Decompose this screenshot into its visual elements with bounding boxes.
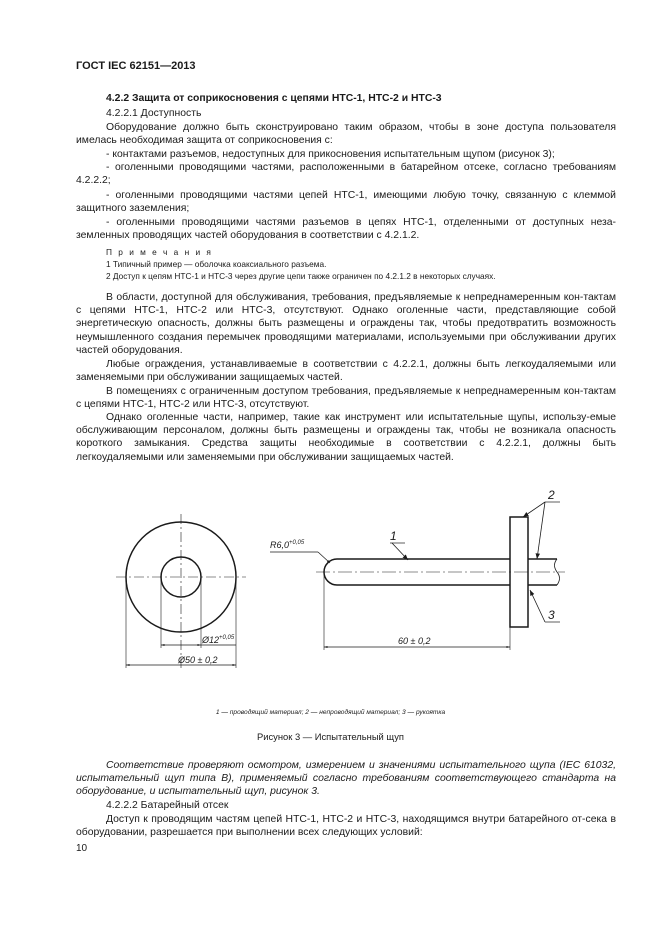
figure-caption: Рисунок 3 — Испытательный щуп [257, 731, 404, 742]
compliance-paragraph: Соответствие проверяют осмотром, измерением и значениями испытательного щупа (IEC 61032, испытательный щуп типа B), применяемый согласно требованиям соответствующего стандарта на оборудование, и испытательный щуп, рисунок 3. [76, 760, 616, 798]
paragraph-7: Доступ к проводящим частям цепей НТС-1, НТС-2 и НТС-3, находящимся внутри батарейного от-сека в оборудовании, разрешается при выполнении всех следующих условий: [76, 814, 616, 839]
bullet-3: - оголенными проводящими частями цепей НТС-1, имеющими любую точку, связанную с клеммой защитного заземления; [76, 190, 616, 215]
callout-3-leader [530, 590, 545, 622]
bullet-1: - контактами разъемов, недоступных для прикосновения испытательным щупом (рисунок 3); [106, 149, 555, 160]
side-view [270, 502, 565, 650]
figure-legend: 1 — проводящий материал; 2 — непроводящий материал; 3 — рукоятка [215, 709, 446, 716]
note-2: 2 Доступ к цепям НТС-1 и НТС-3 через другие цепи также ограничен по 4.2.1.2 в некоторых случаях. [106, 271, 496, 281]
test-probe-figure [60, 480, 620, 705]
callout-1-leader [392, 543, 408, 560]
section-4-2-2-title: 4.2.2 Защита от соприкосновения с цепями НТС-1, НТС-2 и НТС-3 [106, 93, 442, 104]
label-length: 60 ± 0,2 [398, 636, 431, 646]
note-1: 1 Типичный пример — оболочка коаксиального разъема. [106, 259, 327, 269]
callout-2-leader-a [523, 502, 545, 517]
page-number: 10 [76, 843, 88, 854]
label-d12: $Ø12^{+0,05}$ [202, 635, 235, 645]
document-header: ГОСТ IEC 62151—2013 [76, 60, 196, 72]
paragraph-4: В помещениях с ограниченным доступом требования, предъявляемые к непреднамеренным кон-тактам с цепями НТС-1, НТС-2 или НТС-3, отсутствуют. [76, 386, 616, 411]
callout-2: 2 [548, 488, 555, 502]
bullet-4: - оголенными проводящими частями разъемов в цепях НТС-1, отделенными от доступных неза-земленных проводящих частей оборудования в соответствии с 4.2.1.2. [76, 217, 616, 242]
label-radius: $R6,0^{+0,05}$ [270, 540, 305, 550]
callout-2-leader-b [537, 502, 545, 559]
callout-3: 3 [548, 608, 555, 622]
front-view [116, 514, 246, 670]
paragraph-1: Оборудование должно быть сконструировано таким образом, чтобы в зоне доступа пользователя имелась необходимая защита от соприкосновения с: [76, 122, 616, 147]
callout-1: 1 [390, 529, 397, 543]
paragraph-5: Однако оголенные части, например, такие как инструмент или испытательные щупы, использу-емые обслуживающим персоналом, должны быть размещены и ограждены так, чтобы не возникала опасность короткого замыкания. Средства защиты необходимые в соответствии с 4.2.2.1, должны быть легкоудаляемыми или заменяемыми при обслуживании защищаемых частей. [76, 412, 616, 463]
notes-title: П р и м е ч а н и я [106, 247, 213, 257]
paragraph-3: Любые ограждения, устанавливаемые в соответствии с 4.2.2.1, должны быть легкоудаляемыми или заменяемыми при обслуживании защищаемых частей. [76, 359, 616, 384]
paragraph-2: В области, доступной для обслуживания, требования, предъявляемые к непреднамеренным кон-тактам с цепями НТС-1, НТС-2 или НТС-3, отсутствуют. Однако оголенные части, представляющие собой энергетическую опасность, должны быть размещены и ограждены так, чтобы предотвратить возможность неумышленного создания перемычек проводящими материалами, используемыми при обслуживании других частей оборудования. [76, 292, 616, 356]
section-4-2-2-1-title: 4.2.2.1 Доступность [106, 108, 202, 119]
label-d50: Ø50 ± 0,2 [178, 655, 218, 665]
radius-leader [318, 552, 330, 563]
section-4-2-2-2-title: 4.2.2.2 Батарейный отсек [106, 800, 229, 811]
bullet-2: - оголенными проводящими частями, расположенными в батарейном отсеке, согласно требованиям 4.2.2.2; [76, 162, 616, 187]
